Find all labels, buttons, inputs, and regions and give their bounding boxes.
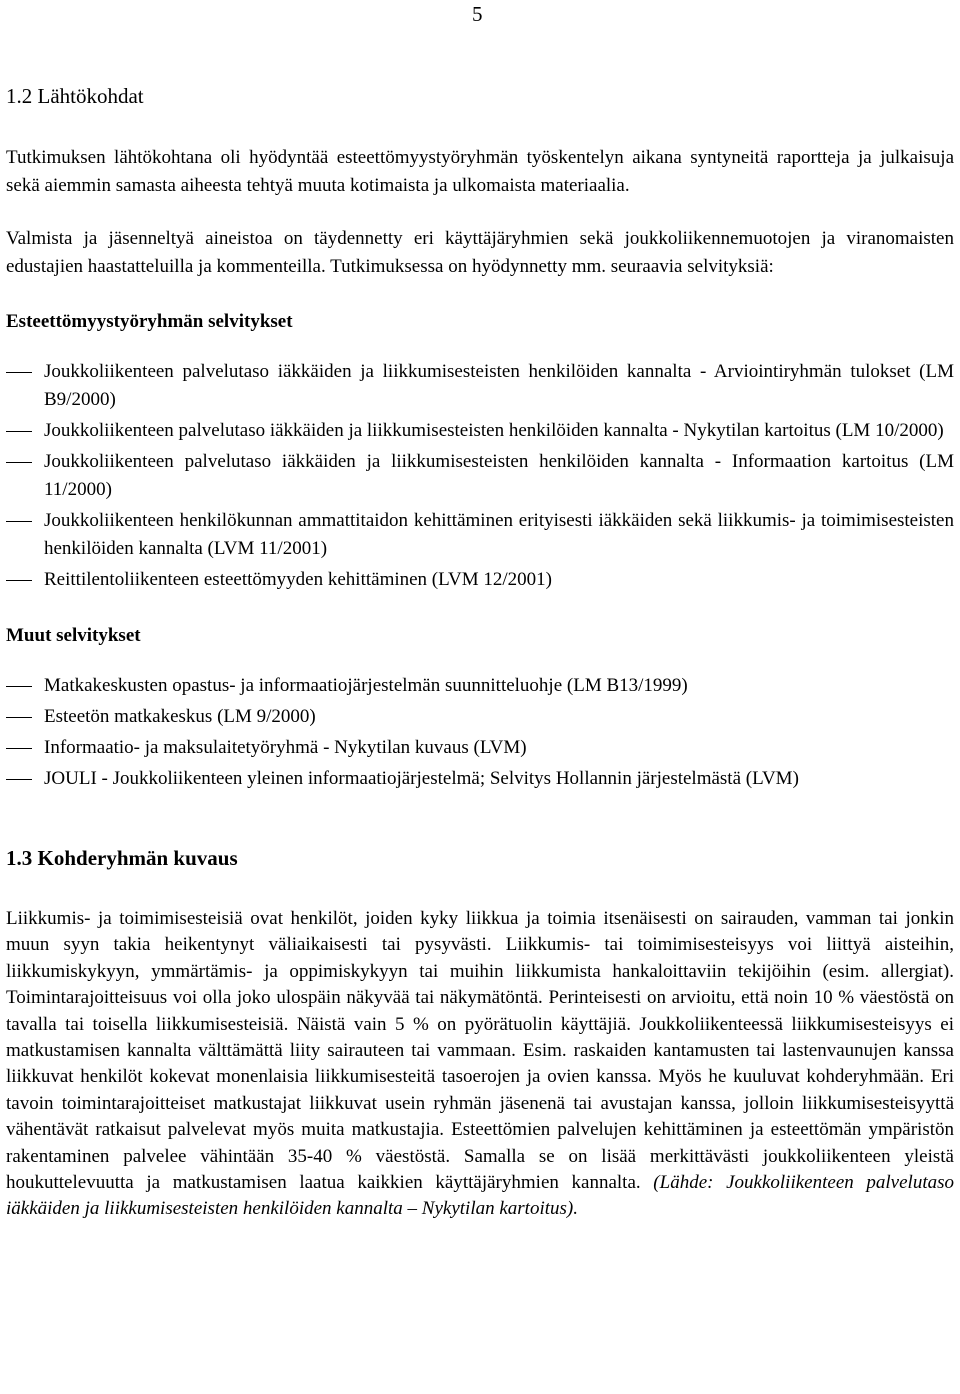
list-item: Esteetön matkakeskus (LM 9/2000)	[6, 703, 954, 731]
list-item: Joukkoliikenteen palvelutaso iäkkäiden ja liikkumisesteisten henkilöiden kannalta - Arviointiryhmän tulokset (LM B9/2000)	[6, 358, 954, 414]
list-item: JOULI - Joukkoliikenteen yleinen informaatiojärjestelmä; Selvitys Hollannin järjestelmästä (LVM)	[6, 765, 954, 793]
list-item: Joukkoliikenteen henkilökunnan ammattitaidon kehittäminen erityisesti iäkkäiden sekä liikkumis- ja toimimisesteisten henkilöiden kannalta (LVM 11/2001)	[6, 507, 954, 563]
paragraph-starting-point: Tutkimuksen lähtökohtana oli hyödyntää esteettömyystyöryhmän työskentelyn aikana syntyneitä raportteja ja julkaisuja sekä aiemmin samasta aiheesta tehtyä muuta kotimaista ja ulkomaista materiaalia.	[6, 147, 954, 196]
list-item: Reittilentoliikenteen esteettömyyden kehittäminen (LVM 12/2001)	[6, 566, 954, 594]
page-number: 5	[472, 2, 483, 26]
list-item: Joukkoliikenteen palvelutaso iäkkäiden ja liikkumisesteisten henkilöiden kannalta - Nykytilan kartoitus (LM 10/2000)	[6, 417, 954, 445]
list-item: Matkakeskusten opastus- ja informaatiojärjestelmän suunnitteluohje (LM B13/1999)	[6, 672, 954, 700]
subheading-other-reports: Muut selvitykset	[6, 625, 141, 646]
target-group-text: Liikkumis- ja toimimisesteisiä ovat henkilöt, joiden kyky liikkua ja toimia itsenäisesti on sairauden, vamman tai jonkin muun syyn takia heikentynyt väliaikaisesti tai pysyvästi. Liikkumis- tai toimimisesteisyys voi liittyä aisteihin, liikkumiskykyyn, ymmärtämis- ja oppimiskykyyn tai muihin liikkumista hankaloittaviin tekijöihin (esim. allergiat). Toimintarajoitteisuus voi olla joko ulospäin näkyvää tai näkymätöntä. Perinteisesti on arvioitu, että noin 10 % väestöstä on tavalla tai toisella liikkumisesteisiä. Näistä vain 5 % on pyörätuolin käyttäjiä. Joukkoliikenteessä liikkumisesteisyys ei matkustamisen kannalta välttämättä liity sairauteen tai vammaan. Esim. raskaiden kantamusten tai lastenvaunujen kanssa liikkuvat henkilöt kokevat monenlaisia liikkumisesteitä tasoerojen ja ovien kanssa. Myös he kuuluvat kohderyhmään. Eri tavoin toimintarajoitteiset matkustajat liikkuvat usein ryhmän jäsenenä tai avustajan kanssa, jolloin liikkumisesteisyyttä vähentävät ratkaisut palvelevat myös muita matkustajia. Esteettömien palvelujen kehittäminen ja esteettömän ympäristön rakentaminen palvelee vähintään 35-40 % väestöstä. Samalla se on lisää merkittävästi joukkoliikenteen yleistä houkuttelevuutta ja matkustamisen laatua kaikkien käyttäjäryhmien kannalta.	[6, 908, 954, 1194]
list-item: Informaatio- ja maksulaitetyöryhmä - Nykytilan kuvaus (LVM)	[6, 734, 954, 762]
page-content	[6, 82, 954, 1223]
other-reports-list	[6, 672, 954, 793]
paragraph-target-group	[6, 906, 954, 1223]
accessibility-reports-list	[6, 358, 954, 594]
subheading-accessibility-reports: Esteettömyystyöryhmän selvitykset	[6, 311, 293, 332]
section-heading-lahtokohdat: 1.2 Lähtökohdat	[6, 84, 144, 108]
section-heading-kohderyhma: 1.3 Kohderyhmän kuvaus	[6, 846, 238, 870]
paragraph-materials: Valmista ja jäsenneltyä aineistoa on täydennetty eri käyttäjäryhmien sekä joukkoliikennemuotojen ja viranomaisten edustajien haastatteluilla ja kommenteilla. Tutkimuksessa on hyödynnetty mm. seuraavia selvityksiä:	[6, 228, 954, 277]
list-item: Joukkoliikenteen palvelutaso iäkkäiden ja liikkumisesteisten henkilöiden kannalta - Informaation kartoitus (LM 11/2000)	[6, 448, 954, 504]
source-citation: (Lähde: Joukkoliikenteen palvelutaso iäkkäiden ja liikkumisesteisten henkilöiden kannalta – Nykytilan kartoitus).	[6, 1172, 954, 1220]
